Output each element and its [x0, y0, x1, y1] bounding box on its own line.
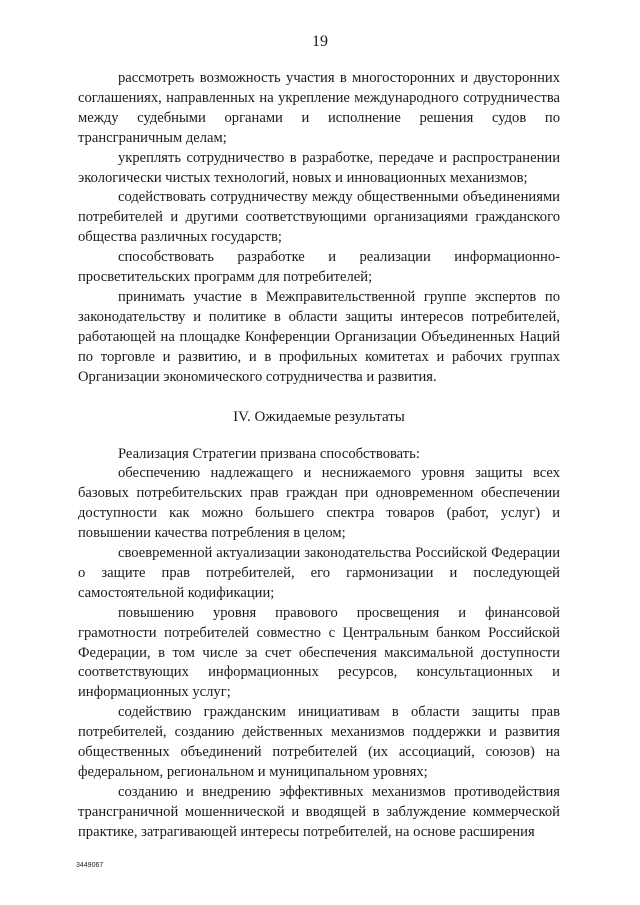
page-number: 19: [312, 33, 328, 50]
paragraph: обеспечению надлежащего и неснижаемого уровня защиты всех базовых потребительских прав граждан при одновременном обеспечении доступности как можно большего спектра товаров (работ, услуг) и повышении качества потребления в целом;: [78, 465, 560, 542]
paragraph: созданию и внедрению эффективных механизмов противодействия трансграничной мошеннической и вводящей в заблуждение коммерческой практике, затрагивающей интересы потребителей, на основе расширения: [78, 783, 560, 840]
paragraph: Реализация Стратегии призвана способствовать:: [118, 445, 420, 462]
document-body: [78, 69, 560, 843]
paragraph: способствовать разработке и реализации информационно-просветительских программ для потребителей;: [78, 249, 560, 286]
paragraph: рассмотреть возможность участия в многосторонних и двусторонних соглашениях, направленных на укрепление международного сотрудничества между судебными органами и исполнение решения судов по трансграничным делам;: [78, 70, 560, 146]
section-heading: IV. Ожидаемые результаты: [233, 408, 405, 425]
paragraph: содействовать сотрудничеству между общественными объединениями потребителей и другими соответствующими организациями гражданского общества различных государств;: [78, 189, 560, 246]
paragraph: принимать участие в Межправительственной группе экспертов по законодательству и политике в области защиты интересов потребителей, работающей на площадке Конференции Организации Объединенных Наций по торговле и развитию, и в профильных комитетах и рабочих группах Организации экономического сотрудничества и развития.: [78, 288, 560, 385]
paragraph: повышению уровня правового просвещения и финансовой грамотности потребителей совместно с Центральным банком Российской Федерации, в том числе за счет обеспечения максимальной доступности соответствующих информационных ресурсов, консультационных и информационных услуг;: [78, 604, 560, 701]
paragraph: содействию гражданским инициативам в области защиты прав потребителей, созданию действенных механизмов поддержки и развития общественных объединений потребителей (их ассоциаций, союзов) на федеральном, региональном и муниципальном уровнях;: [78, 704, 560, 780]
document-code: 3449067: [76, 862, 104, 869]
paragraph: своевременной актуализации законодательства Российской Федерации о защите прав потребителей, его гармонизации и последующей самостоятельной кодификации;: [78, 545, 560, 601]
paragraph: укреплять сотрудничество в разработке, передаче и распространении экологически чистых технологий, новых и инновационных механизмов;: [78, 149, 560, 186]
